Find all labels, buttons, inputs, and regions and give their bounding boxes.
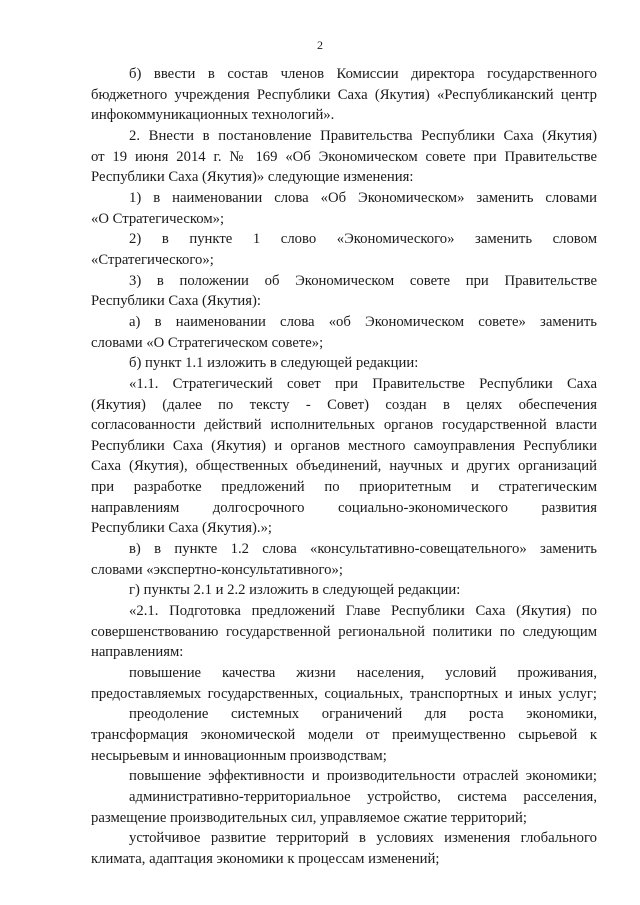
text-line: 2) в пункте 1 слово «Экономического» заменить словом: [129, 231, 597, 248]
text-line: от 19 июня 2014 г. № 169 «Об Экономическом совете при Правительстве: [91, 148, 597, 165]
text-line: Республики Саха (Якутия).»;: [91, 520, 272, 537]
text-line: б) пункт 1.1 изложить в следующей редакции:: [129, 355, 419, 372]
text-line: Республики Саха (Якутия):: [91, 293, 261, 310]
text-line: совершенствованию государственной региональной политики по следующим: [91, 623, 597, 640]
text-line: направлениям:: [91, 644, 184, 661]
text-line: бюджетного учреждения Республики Саха (Якутия) «Республиканский центр: [91, 86, 597, 103]
text-line: словами «О Стратегическом совете»;: [91, 334, 324, 351]
text-line: согласованности действий исполнительных органов государственной власти: [91, 417, 597, 434]
text-line: инфокоммуникационных технологий».: [91, 107, 335, 124]
text-line: словами «экспертно-консультативного»;: [91, 561, 343, 578]
text-line: а) в наименовании слова «об Экономическом совете» заменить: [129, 313, 597, 330]
text-line: трансформация экономической модели от преимущественно сырьевой к: [91, 727, 597, 743]
text-line: (Якутия) (далее по тексту - Совет) создан в целях обеспечения: [91, 396, 597, 413]
text-line: размещение производительных сил, управляемое сжатие территорий;: [91, 809, 527, 826]
text-line: повышение эффективности и производительности отраслей экономики;: [129, 768, 597, 785]
text-line: направлениям долгосрочного социально-экономического развития: [91, 499, 597, 516]
text-line: 3) в положении об Экономическом совете при Правительстве: [129, 272, 597, 289]
text-line: Саха (Якутия), общественных объединений, научных и других организаций: [91, 458, 597, 475]
text-line: предоставляемых государственных, социальных, транспортных и иных услуг;: [91, 685, 597, 702]
text-line: «Стратегического»;: [91, 251, 214, 268]
text-line: Республики Саха (Якутия) и органов местного самоуправления Республики: [91, 437, 597, 454]
text-line: г) пункты 2.1 и 2.2 изложить в следующей редакции:: [129, 582, 461, 599]
text-line: при разработке предложений по приоритетным и стратегическим: [91, 479, 597, 496]
text-line: б) ввести в состав членов Комиссии директора государственного: [129, 66, 597, 82]
text-line: устойчивое развитие территорий в условиях изменения глобального: [129, 830, 597, 847]
text-line: «1.1. Стратегический совет при Правительстве Республики Саха: [129, 375, 597, 392]
text-line: преодоление системных ограничений для роста экономики,: [129, 706, 597, 723]
text-line: в) в пункте 1.2 слова «консультативно-совещательного» заменить: [129, 541, 597, 558]
text-line: «2.1. Подготовка предложений Главе Республики Саха (Якутия) по: [129, 603, 597, 620]
text-line: 1) в наименовании слова «Об Экономическом» заменить словами: [129, 189, 597, 206]
page-number: 2: [317, 38, 323, 52]
text-line: административно-территориальное устройство, система расселения,: [129, 788, 597, 805]
text-line: Республики Саха (Якутия)» следующие изменения:: [91, 169, 414, 186]
document-body: [91, 64, 597, 870]
text-line: повышение качества жизни населения, условий проживания,: [129, 665, 597, 682]
text-line: несырьевым и инновационным производствам;: [91, 747, 387, 764]
text-line: климата, адаптация экономики к процессам изменений;: [91, 850, 440, 867]
text-line: 2. Внести в постановление Правительства Республики Саха (Якутия): [129, 127, 597, 144]
text-line: «О Стратегическом»;: [91, 210, 225, 227]
